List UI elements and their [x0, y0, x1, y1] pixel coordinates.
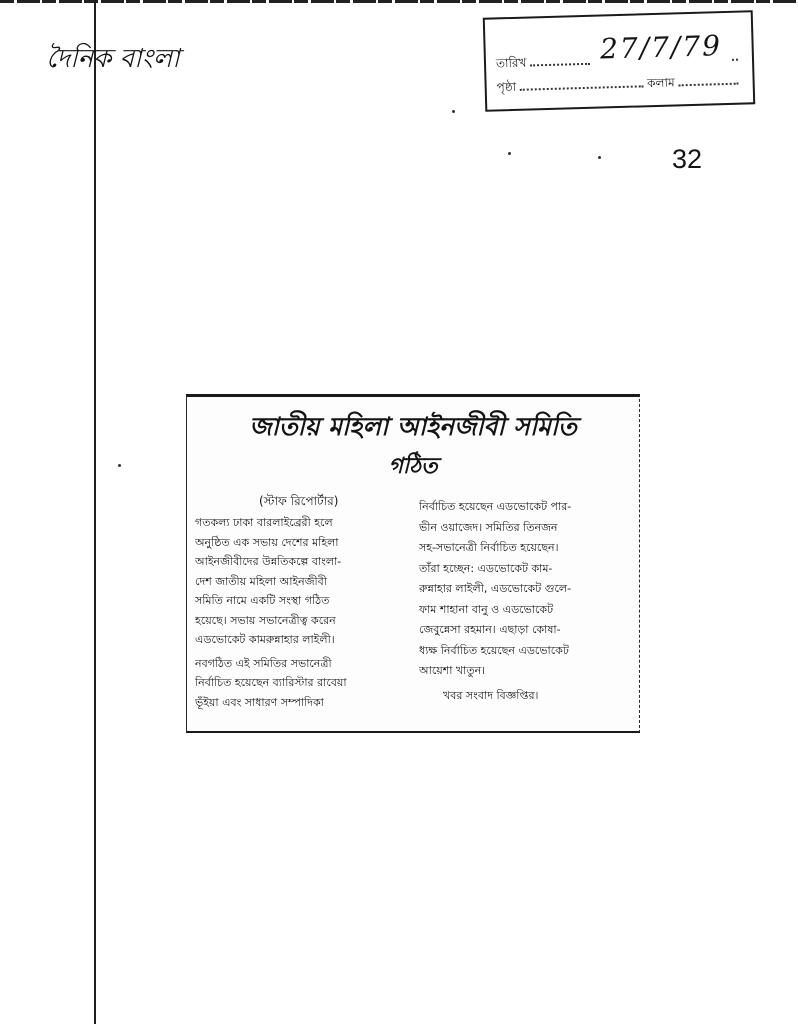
text-line: এডভোকেট কামরুন্নাহার লাইলী। — [195, 633, 335, 646]
headline-line-1: জাতীয় মহিলা আইনজীবী সমিতি — [249, 412, 577, 441]
publication-name: দৈনিক বাংলা — [46, 44, 180, 74]
stamp-date-row — [495, 29, 742, 76]
dotted-leader — [520, 84, 643, 90]
byline: (স্টাফ রিপোর্টার) — [259, 494, 339, 508]
margin-line — [94, 0, 96, 1024]
text-line: ফাম শাহানা বানু ও এডভোকেট — [419, 602, 554, 616]
scan-speck — [118, 464, 121, 467]
scan-speck — [598, 156, 601, 159]
text-line: ভূঁইয়া এবং সাধারণ সম্পাদিকা — [195, 695, 324, 709]
handwritten-date: 27/7/79 — [599, 29, 723, 66]
text-line: আইনজীবীদের উন্নতিকল্পে বাংলা- — [195, 555, 342, 568]
stamp-column-label: কলাম — [646, 75, 675, 91]
text-line: গতকল্য ঢাকা বারলাইব্রেরী হলে — [195, 516, 333, 529]
text-line: সমিতি নামে একটি সংস্থা গঠিত — [195, 594, 330, 607]
newspaper-clipping — [186, 394, 640, 733]
article-column-1 — [195, 513, 407, 712]
dotted-leader — [679, 82, 739, 87]
article-column-2 — [419, 497, 631, 706]
text-line: আয়েশা খাতুন। — [419, 664, 486, 677]
dotted-leader — [530, 62, 590, 67]
text-line: হয়েছে। সভায় সভানেত্রীত্ব করেন — [195, 613, 336, 627]
text-line: অনুষ্ঠিত এক সভায় দেশের মহিলা — [195, 535, 339, 549]
page-number: 32 — [672, 144, 703, 174]
text-line: তাঁরা হচ্ছেন: এডভোকেট কাম- — [419, 561, 553, 575]
stamp-date-label: তারিখ — [495, 55, 527, 71]
text-line: সহ-সভানেত্রী নির্বাচিত হয়েছেন। — [419, 541, 559, 554]
headline-line-2: গঠিত — [388, 454, 438, 479]
news-credit: খবর সংবাদ বিজ্ঞপ্তির। — [443, 688, 539, 702]
dotted-leader — [732, 58, 738, 61]
stamp-page-row — [496, 73, 742, 100]
text-line: নবগঠিত এই সমিতির সভানেত্রী — [195, 656, 332, 670]
text-line: নির্বাচিত হয়েছেন এডভোকেট পার- — [419, 500, 572, 513]
text-line: নির্বাচিত হয়েছেন ব্যারিস্টার রাবেয়া — [195, 676, 347, 689]
scan-speck — [508, 152, 511, 155]
text-line: জেবুন্নেসা রহমান। এছাড়া কোষা- — [419, 623, 561, 636]
stamp-page-label: পৃষ্ঠা — [496, 79, 517, 95]
text-line: দেশ জাতীয় মহিলা আইনজীবী — [195, 574, 327, 588]
text-line: রুন্নাহার লাইলী, এডভোকেট গুলে- — [419, 582, 572, 595]
date-stamp-box — [483, 10, 756, 112]
top-border-rule — [0, 0, 798, 3]
scan-speck — [452, 110, 455, 113]
text-line: ভীন ওয়াজেদ। সমিতির তিনজন — [419, 520, 558, 534]
text-line: ধ্যক্ষ নির্বাচিত হয়েছেন এডভোকেট — [419, 643, 569, 657]
